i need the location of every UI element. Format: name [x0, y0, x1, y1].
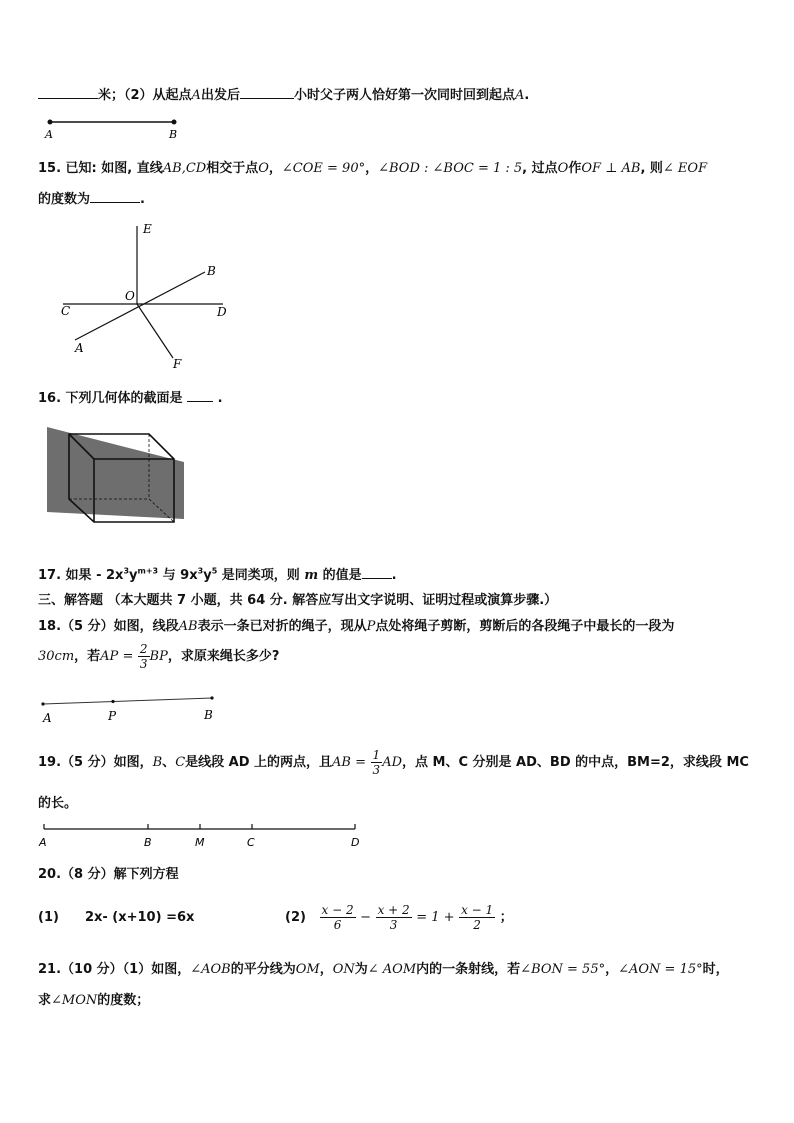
point-label-c: C [61, 304, 71, 318]
point-label-d: D [351, 836, 360, 849]
point-label-f: F [173, 357, 182, 371]
q15-line1: 15. 已知: 如图, 直线AB,CD相交于点O，∠COE = 90°，∠BOD : ∠BOC = 1 : 5, 过点O作OF ⊥ AB, 则∠ EOF [38, 161, 708, 176]
point-label-b: B [204, 708, 213, 722]
point-label-e: E [143, 222, 152, 236]
q18-line2: 30cm，若AP = $\frac{2}{3}$ BP，求原来绳长多少? [38, 642, 280, 671]
fraction: $\frac{x - 2}{6}$ [321, 903, 354, 932]
q18-line1: 18.（5 分）如图，线段AB表示一条已对折的绳子，现从P点处将绳子剪断，剪断后的各段绳子中最长的一段为 [38, 619, 675, 634]
point-label-d: D [217, 305, 227, 319]
q16-line: 16. 下列几何体的截面是 . [38, 391, 223, 406]
fraction: $\frac{1}{3}$ [372, 748, 381, 777]
fraction: $\frac{2}{3}$ [139, 642, 148, 671]
point-label-b: B [169, 128, 178, 141]
q20-part2: (2) $\frac{x - 2}{6}$ − $\frac{x + 2}{3}$ = 1 + $\frac{x - 1}{2}$ ； [285, 903, 513, 932]
point-label-c: C [247, 836, 255, 849]
q19-segment-figure [38, 820, 368, 852]
point-label-a: A [39, 836, 47, 849]
answer-blank[interactable] [240, 86, 294, 99]
q15-angle-figure [55, 218, 240, 373]
fraction: $\frac{x - 1}{2}$ [461, 903, 494, 932]
q20-part1: (1) 2x- (x+10) =6x [38, 910, 195, 925]
q19-line2: 的长。 [38, 796, 78, 811]
point-label-b: B [144, 836, 152, 849]
q14-line: 米；（2）从起点A出发后 小时父子两人恰好第一次同时回到起点A. [38, 84, 529, 103]
point-label-m: M [195, 836, 205, 849]
q17-line: 17. 如果 - $2x^3y^{m+3}$ 与 $9x^3y^5$ 是同类项，则 m 的值是 . [38, 566, 397, 583]
q16-cube-section-figure [44, 424, 194, 524]
q18-rope-figure [40, 688, 230, 726]
point-label-b: B [207, 264, 216, 278]
point-label-o: O [125, 289, 135, 303]
q15-line2: 的度数为 . [38, 192, 145, 207]
point-label-a: A [43, 711, 52, 725]
answer-blank[interactable] [362, 566, 392, 579]
answer-blank[interactable] [38, 86, 98, 99]
fraction: $\frac{x + 2}{3}$ [377, 903, 410, 932]
section-three-heading: 三、解答题 （本大题共 7 小题，共 64 分. 解答应写出文字说明、证明过程或演算步骤.） [38, 593, 558, 608]
q21-line1: 21.（10 分）（1）如图，∠AOB的平分线为OM，ON为∠ AOM内的一条射线，若∠BON = 55°，∠AON = 15°时， [38, 962, 729, 977]
answer-blank[interactable] [187, 389, 213, 402]
q19-line1: 19.（5 分）如图，B、C是线段 AD 上的两点，且AB = $\frac{1}{3}$ AD，点 M、C 分别是 AD、BD 的中点，BM=2，求线段 MC [38, 748, 749, 777]
q14-segment-figure [40, 116, 190, 142]
point-label-p: P [108, 709, 117, 723]
point-label-a: A [75, 341, 84, 355]
q21-line2: 求∠MON的度数； [38, 993, 150, 1008]
point-label-a: A [45, 128, 53, 141]
q20-title: 20.（8 分）解下列方程 [38, 867, 179, 882]
answer-blank[interactable] [90, 190, 140, 203]
